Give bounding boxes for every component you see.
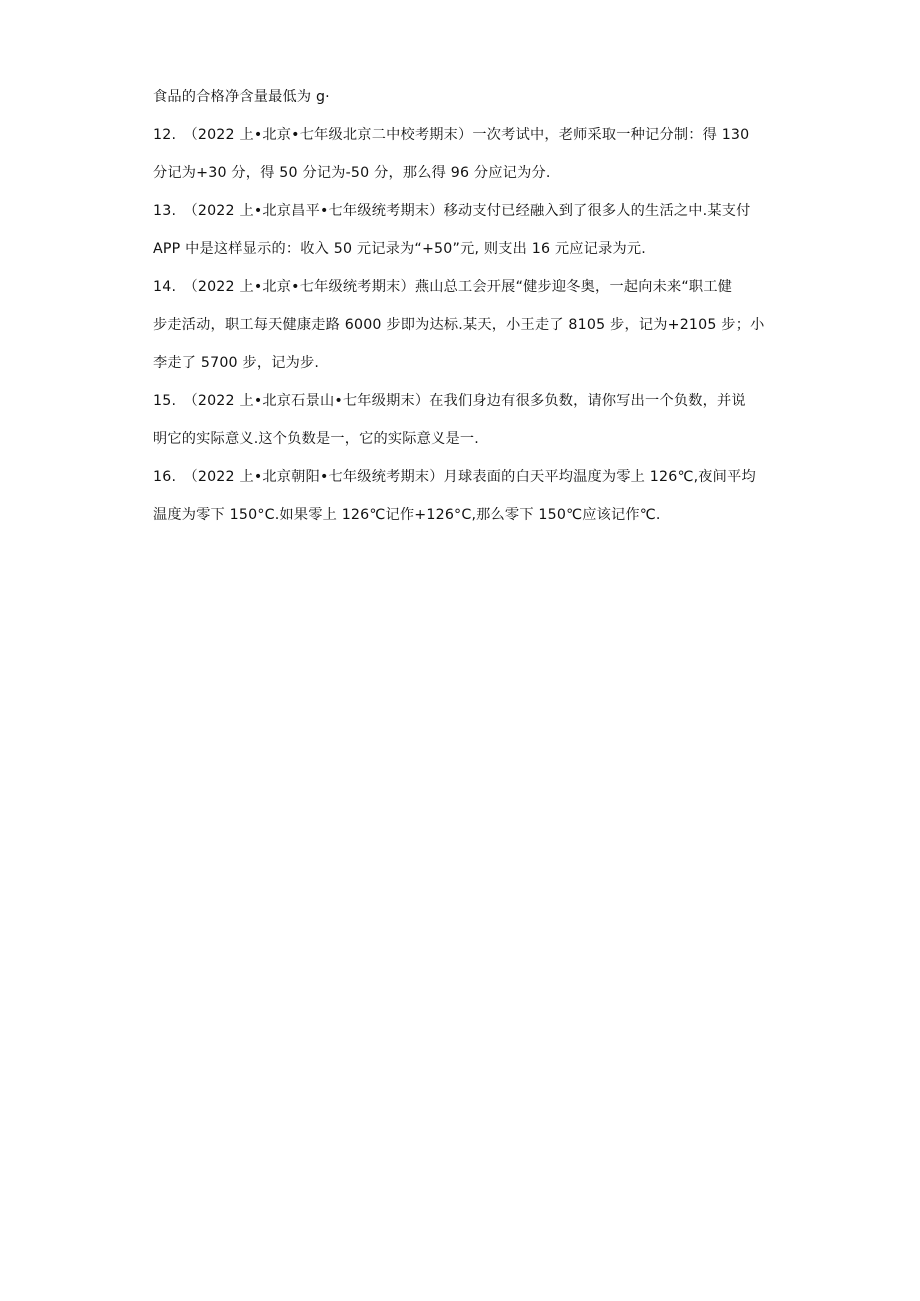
question-13-line-2: APP 中是这样显示的：收入 50 元记录为“+50”元, 则支出 16 元应记录为元. (153, 241, 646, 257)
question-15-line-1: 15. （2022 上•北京石景山•七年级期末）在我们身边有很多负数，请你写出一个负数，并说 (153, 393, 746, 409)
document-body (153, 84, 788, 528)
question-16-line-1: 16. （2022 上•北京朝阳•七年级统考期末）月球表面的白天平均温度为零上 126℃,夜间平均 (153, 469, 756, 485)
question-12-line-2: 分记为+30 分，得 50 分记为-50 分，那么得 96 分应记为分. (153, 165, 551, 181)
question-15-line-2: 明它的实际意义.这个负数是一，它的实际意义是一. (153, 431, 479, 447)
question-12-line-1: 12. （2022 上•北京•七年级北京二中校考期末）一次考试中，老师采取一种记分制：得 130 (153, 127, 750, 143)
question-13-line-1: 13. （2022 上•北京昌平•七年级统考期末）移动支付已经融入到了很多人的生活之中.某支付 (153, 203, 751, 219)
question-14-line-1: 14. （2022 上•北京•七年级统考期末）燕山总工会开展“健步迎冬奥，一起向未来“职工健 (153, 279, 733, 295)
question-16-line-2: 温度为零下 150°C.如果零上 126℃记作+126°C,那么零下 150℃应该记作℃. (153, 507, 661, 523)
question-14-line-2: 步走活动，职工每天健康走路 6000 步即为达标.某天，小王走了 8105 步，记为+2105 步；小 (153, 317, 765, 333)
question-14-line-3: 李走了 5700 步，记为步. (153, 355, 320, 371)
text-line-continuation: 食品的合格净含量最低为 g· (153, 89, 330, 105)
